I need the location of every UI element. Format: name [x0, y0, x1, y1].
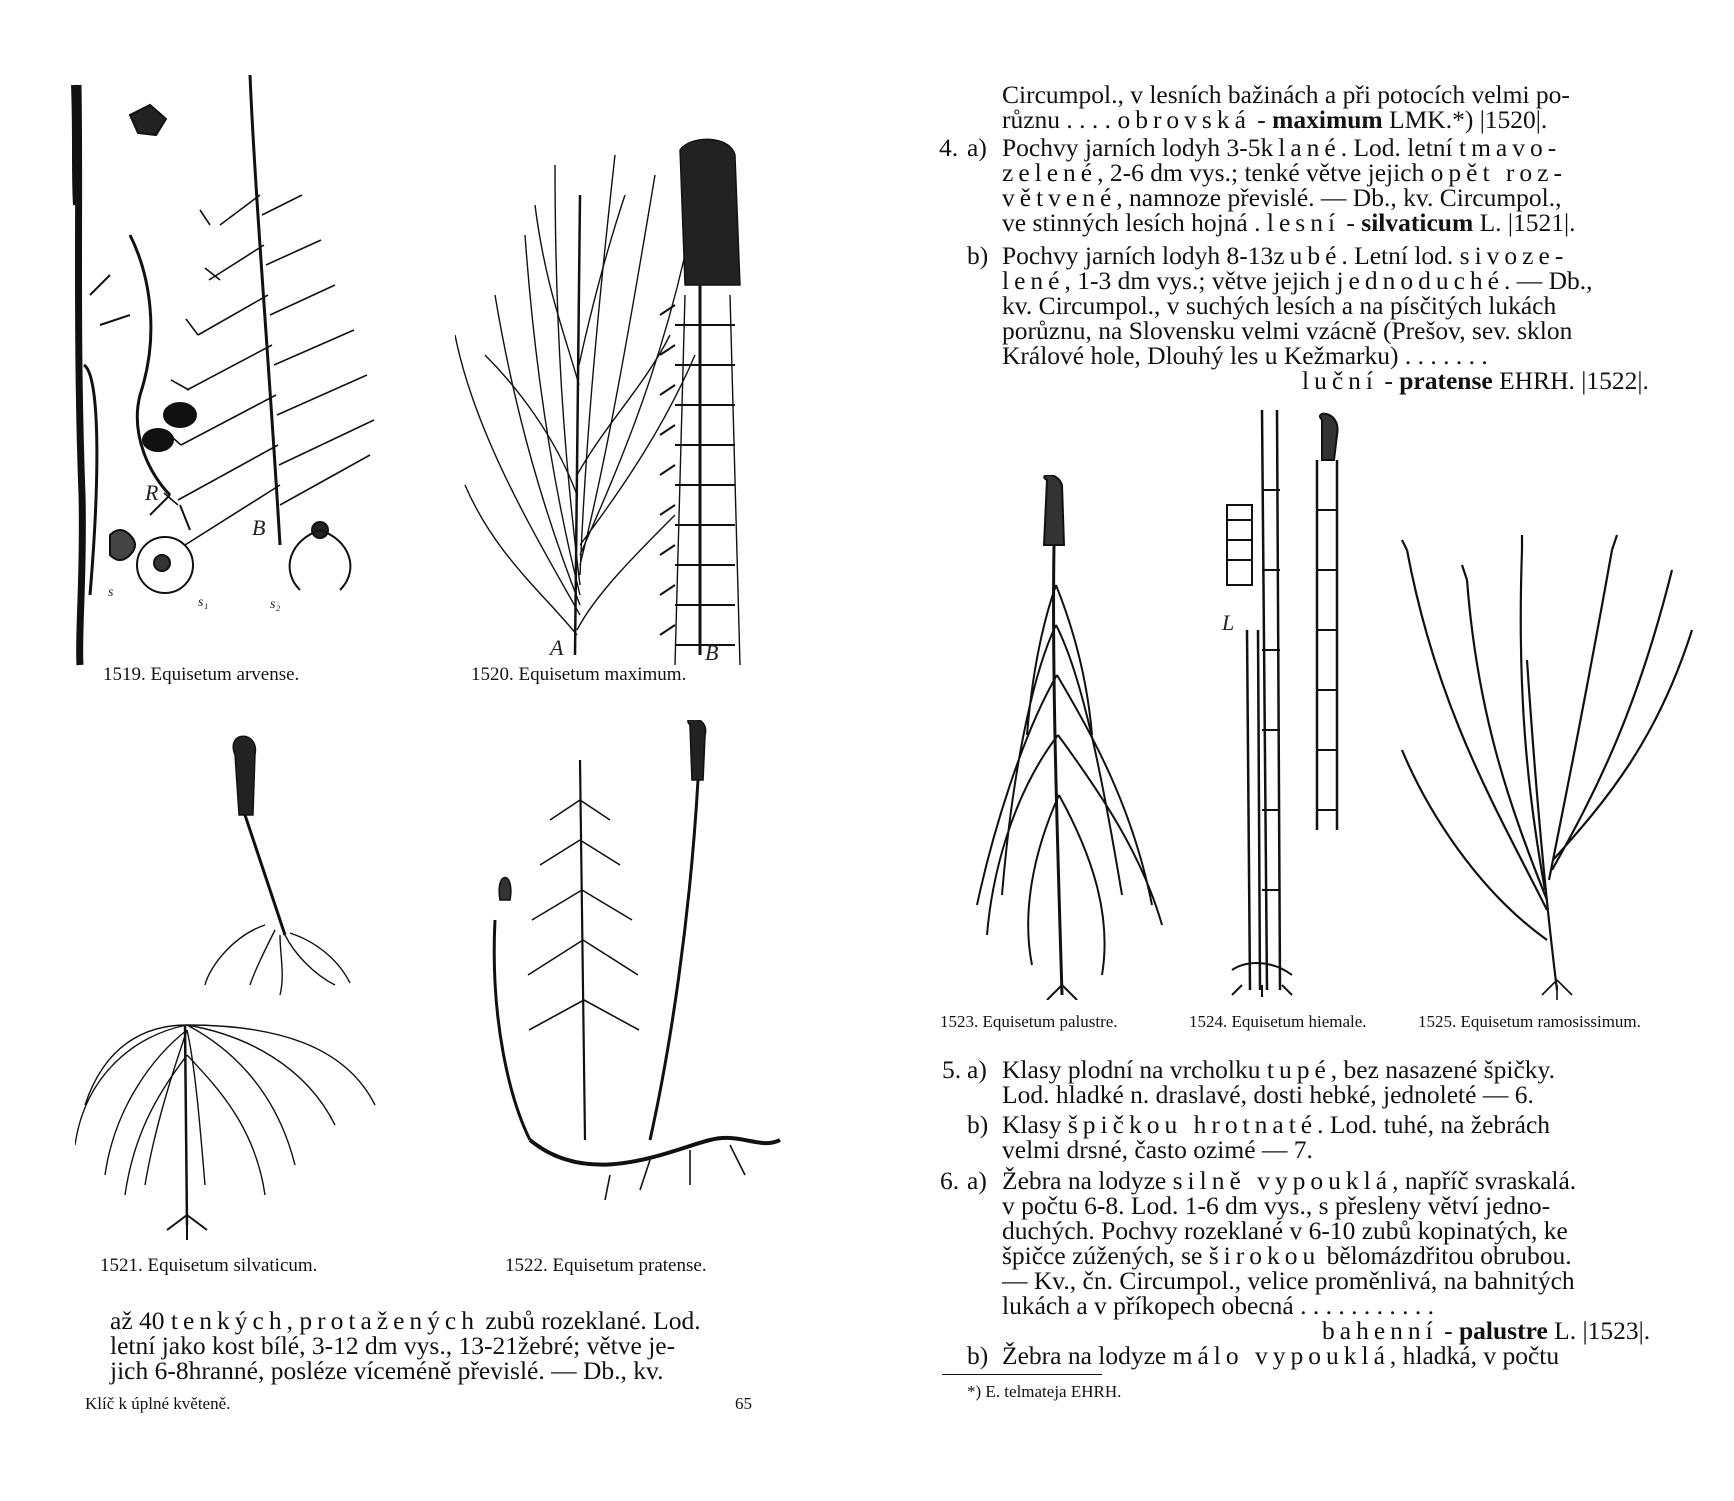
text-line: jich 6-8hranné, posléze víceméně převislé. — Db., kv.: [110, 1356, 664, 1385]
equisetum-arvense-illustration: [70, 75, 420, 675]
key-5b-label: b): [967, 1110, 989, 1139]
figure-mark-B: B: [705, 640, 719, 665]
equisetum-pratense-illustration: [470, 720, 800, 1250]
figure-1522-equisetum-pratense: [470, 720, 800, 1250]
footnote-rule: [942, 1374, 1102, 1375]
caption-1522: 1522. Equisetum pratense.: [505, 1255, 707, 1276]
key-6a-text: Žebra na lodyze silně vypouklá, napříč svraskalá. v počtu 6-8. Lod. 1-6 dm vys., s přesleny větví jedno- duchých. Pochvy rozeklané v 6-10 zubů kopinatých, ke špičce zúžených, se širokou bělomázdřitou obrubou. — Kv., čn. Circumpol., velice proměnlivá, na bahnitých lukách a v příkopech obecná . . . . . . . . . . . bahenní - palustre L. |1523|.: [1002, 1166, 1651, 1345]
figure-mark-s: s: [108, 585, 114, 600]
figure-1525-equisetum-ramosissimum: [1397, 510, 1697, 1000]
figure-1519-equisetum-arvense: [70, 75, 420, 675]
key-4a-label: a): [967, 133, 987, 162]
caption-1520: 1520. Equisetum maximum.: [471, 664, 687, 685]
equisetum-maximum-illustration: [455, 135, 795, 665]
equisetum-hiemale-illustration: [1222, 410, 1372, 1000]
figure-mark-s2: s₂: [270, 597, 281, 612]
equisetum-ramosissimum-illustration: [1397, 510, 1697, 1000]
key-4b-label: b): [967, 241, 989, 270]
text-line: Circumpol., v lesních bažinách a při potocích velmi po-: [1002, 80, 1570, 109]
left-page-body: [110, 1308, 701, 1383]
figure-mark-R: R: [145, 480, 159, 505]
text-line: letní jako kost bílé, 3-12 dm vys., 13-21žebré; větve je-: [110, 1331, 676, 1360]
key-4b-text: Pochvy jarních lodyh 8-13zubé. Letní lod. sivoze- lené, 1-3 dm vys.; větve jejich jednoduché. — Db., kv. Circumpol., v suchých lesích a na písčitých lukách porůznu, na Slovensku velmi vzácně (Prešov, sev. sklon Králové hole, Dlouhý les u Kežmarku) . . . . . . . luční - pratense EHRH. |1522|.: [1002, 241, 1649, 395]
caption-1519: 1519. Equisetum arvense.: [103, 664, 300, 685]
footnote: *) E. telmateja EHRH.: [967, 1382, 1122, 1401]
key-number-4: 4.: [939, 133, 959, 162]
key-5a-label: a): [967, 1055, 987, 1084]
key-number-5: 5.: [942, 1055, 962, 1084]
caption-1521: 1521. Equisetum silvaticum.: [100, 1255, 318, 1276]
running-footer-title: Klíč k úplné květeně.: [85, 1394, 231, 1413]
right-top-text: [1002, 82, 1570, 132]
key-6b-label: b): [967, 1341, 989, 1370]
figure-mark-L: L: [1222, 610, 1235, 635]
key-number-6: 6.: [940, 1166, 960, 1195]
figure-1520-equisetum-maximum: [455, 135, 795, 665]
caption-1523: 1523. Equisetum palustre.: [940, 1012, 1118, 1031]
figure-1521-equisetum-silvaticum: [75, 725, 395, 1250]
figure-1524-equisetum-hiemale: [1222, 410, 1372, 1000]
key-4a-text: Pochvy jarních lodyh 3-5klané. Lod. letní tmavo- zelené, 2-6 dm vys.; tenké větve jejich opět roz- větvené, namnoze převislé. — Db., kv. Circumpol., ve stinných lesích hojná . lesní - silvaticum L. |1521|.: [1002, 133, 1576, 237]
page-number: 65: [735, 1394, 752, 1413]
key-6b-text: Žebra na lodyze málo vypouklá, hladká, v počtu: [1002, 1341, 1560, 1370]
figure-mark-s1: s₁: [198, 595, 209, 610]
key-5b-text: Klasy špičkou hrotnaté. Lod. tuhé, na žebrách velmi drsné, často ozimé — 7.: [1002, 1110, 1551, 1164]
right-page: [867, 0, 1734, 1501]
caption-1525: 1525. Equisetum ramosissimum.: [1418, 1012, 1641, 1031]
equisetum-silvaticum-illustration: [75, 725, 395, 1250]
text-line: různu . . . . obrovská - maximum LMK.*) |1520|.: [1002, 105, 1548, 134]
caption-1524: 1524. Equisetum hiemale.: [1189, 1012, 1367, 1031]
figure-mark-B: B: [252, 515, 266, 540]
key-6a-label: a): [967, 1166, 987, 1195]
figure-mark-A: A: [550, 635, 564, 660]
figure-1523-equisetum-palustre: [972, 475, 1212, 1000]
text-line: až 40 tenkých, protažených zubů rozeklané. Lod.: [110, 1306, 701, 1335]
equisetum-palustre-illustration: [972, 475, 1212, 1000]
key-5a-text: Klasy plodní na vrcholku tupé, bez nasazené špičky. Lod. hladké n. draslavé, dosti hebké, jednoleté — 6.: [1002, 1055, 1555, 1109]
